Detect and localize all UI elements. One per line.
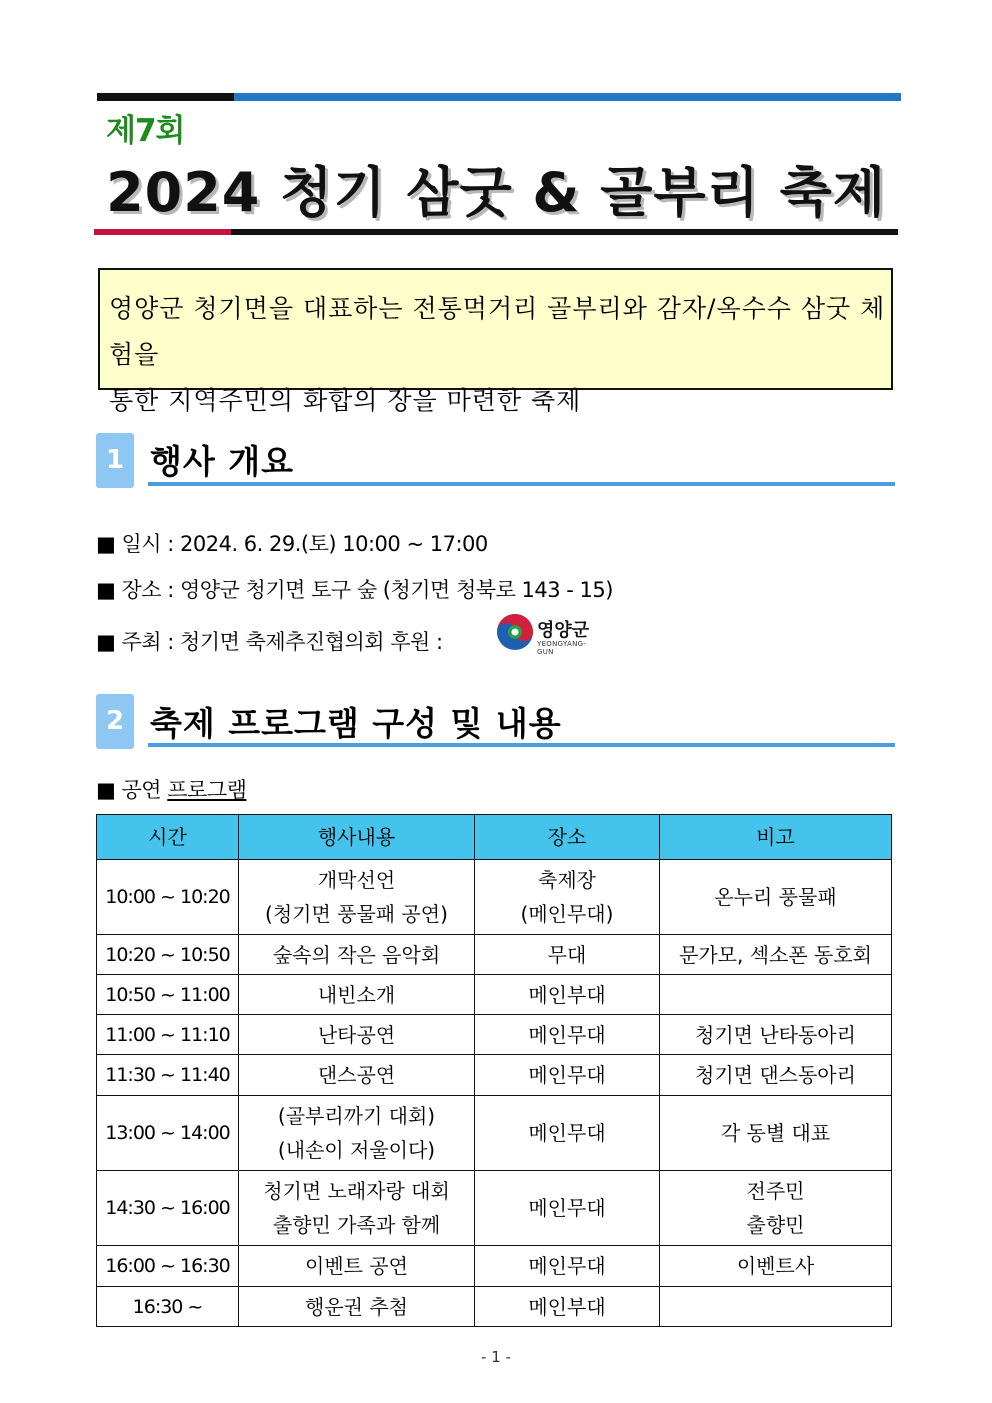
time-cell-line: 10:50 ~ 11:00: [105, 983, 230, 1006]
logo-text: 영양군: [537, 620, 590, 641]
place-cell: [475, 1171, 660, 1246]
time-cell: [97, 1171, 239, 1246]
time-cell: [97, 1287, 239, 1327]
intro-line-1: 영양군 청기면을 대표하는 전통먹거리 골부리와 감자/옥수수 삼굿 체험을: [109, 294, 886, 369]
section-1-underline: [148, 482, 895, 486]
note-cell-line: 청기면 난타동아리: [695, 1022, 856, 1047]
time-cell-line: 11:30 ~ 11:40: [105, 1064, 230, 1086]
event-cell: [239, 860, 475, 935]
note-cell: [660, 1246, 892, 1287]
note-cell: [660, 1015, 892, 1055]
section-1-number-badge: 1: [96, 433, 134, 488]
table-row: [97, 860, 892, 935]
column-header-note: 비고: [660, 815, 892, 860]
note-cell: [660, 935, 892, 975]
event-cell: [239, 935, 475, 975]
event-cell-line: 내빈소개: [317, 982, 396, 1007]
time-cell-line: 10:20 ~ 10:50: [105, 943, 230, 966]
place-cell-line: 메인무대: [528, 1022, 606, 1047]
intro-box: [98, 268, 893, 415]
program-table: [96, 814, 892, 1327]
event-cell: [239, 1287, 475, 1327]
event-date: ■ 일시 : 2024. 6. 29.(토) 10:00 ~ 17:00: [96, 532, 488, 556]
place-cell-line: 메인부대: [528, 1294, 606, 1319]
note-cell: [660, 975, 892, 1015]
event-cell: [239, 1055, 475, 1096]
note-cell-line: 출향민: [746, 1213, 805, 1237]
place-cell-line: 메인무대: [528, 1254, 606, 1278]
column-header-place: 장소: [475, 815, 660, 860]
place-cell-line: 무대: [547, 942, 587, 967]
event-cell: [239, 1096, 475, 1171]
place-cell: [475, 1015, 660, 1055]
place-cell: [475, 860, 660, 935]
document-title: 2024 청기 삼굿 & 골부리 축제: [106, 161, 886, 224]
header-top-bar-black: [97, 93, 234, 101]
intro-text: [109, 286, 889, 424]
table-row: [97, 1287, 892, 1327]
table-row: [97, 1171, 892, 1246]
time-cell: [97, 1015, 239, 1055]
event-cell: [239, 975, 475, 1015]
event-cell-line: (내손이 저울이다): [277, 1138, 436, 1162]
table-row: [97, 935, 892, 975]
table-row: [97, 1015, 892, 1055]
edition-label: 제7회: [106, 113, 185, 149]
place-cell-line: 축제장: [538, 868, 596, 892]
event-cell-line: 댄스공연: [317, 1063, 396, 1087]
note-cell: [660, 1287, 892, 1327]
note-cell-line: 문가모, 섹소폰 동호회: [679, 942, 872, 967]
page-number: - 1 -: [481, 1348, 511, 1366]
intro-line-2: 통한 지역주민의 화합의 장을 마련한 축제: [109, 386, 582, 415]
section-2-title: 축제 프로그램 구성 및 내용: [150, 704, 562, 743]
note-cell: [660, 1096, 892, 1171]
section-1-title: 행사 개요: [150, 442, 295, 481]
place-cell: [475, 1096, 660, 1171]
event-cell-line: 이벤트 공연: [305, 1254, 408, 1278]
time-cell-line: 16:30 ~: [132, 1295, 203, 1318]
note-cell-line: 온누리 풍물패: [714, 885, 837, 909]
time-cell: [97, 935, 239, 975]
event-cell: [239, 1015, 475, 1055]
table-header-row: [97, 815, 892, 860]
place-cell: [475, 1246, 660, 1287]
note-cell-line: 청기면 댄스동아리: [695, 1063, 856, 1087]
table-body: [97, 860, 892, 1327]
place-cell-line: 메인무대: [528, 1063, 606, 1087]
event-cell-line: 개막선언: [317, 868, 396, 892]
event-cell-line: 청기면 노래자랑 대회: [263, 1179, 450, 1203]
event-cell-line: 숲속의 작은 음악회: [272, 942, 441, 967]
time-cell: [97, 975, 239, 1015]
time-cell-line: 13:00 ~ 14:00: [105, 1122, 230, 1144]
column-header-time: 시간: [97, 815, 239, 860]
table-row: [97, 1096, 892, 1171]
note-cell-line: 각 동별 대표: [720, 1121, 831, 1145]
place-cell-line: (메인무대): [520, 902, 614, 926]
place-cell-line: 메인무대: [528, 1196, 606, 1220]
note-cell-line: 전주민: [746, 1179, 805, 1203]
time-cell-line: 10:00 ~ 10:20: [105, 886, 230, 908]
note-cell: [660, 1055, 892, 1096]
table-row: [97, 1055, 892, 1096]
time-cell-line: 16:00 ~ 16:30: [105, 1255, 230, 1277]
time-cell: [97, 1246, 239, 1287]
table-row: [97, 975, 892, 1015]
section-2-underline: [148, 743, 895, 747]
event-cell-line: (골부리까기 대회): [277, 1104, 436, 1128]
time-cell: [97, 860, 239, 935]
event-place: ■ 장소 : 영양군 청기면 토구 숲 (청기면 청북로 143 - 15): [96, 578, 613, 602]
event-cell-line: (청기면 풍물패 공연): [265, 902, 448, 926]
time-cell-line: 14:30 ~ 16:00: [105, 1197, 230, 1219]
time-cell: [97, 1096, 239, 1171]
table-row: [97, 1246, 892, 1287]
event-host: ■ 주최 : 청기면 축제추진협의회 후원 :: [96, 630, 443, 654]
place-cell: [475, 935, 660, 975]
header-bottom-bar-black: [231, 229, 898, 235]
column-header-event: 행사내용: [239, 815, 475, 860]
place-cell: [475, 1287, 660, 1327]
event-cell-line: 출향민 가족과 함께: [272, 1213, 441, 1237]
time-cell-line: 11:00 ~ 11:10: [105, 1023, 230, 1046]
place-cell: [475, 975, 660, 1015]
header-top-bar-blue: [234, 93, 901, 101]
yeongyang-gun-logo: [495, 612, 600, 654]
event-cell: [239, 1246, 475, 1287]
time-cell: [97, 1055, 239, 1096]
program-subheading: [96, 774, 246, 804]
header-bottom-bar-red: [94, 229, 231, 235]
event-cell-line: 난타공연: [317, 1022, 396, 1047]
place-cell-line: 메인무대: [528, 1121, 606, 1145]
event-cell: [239, 1171, 475, 1246]
yeongyang-emblem-icon: [495, 612, 535, 652]
note-cell: [660, 1171, 892, 1246]
program-subheading-text: 프로그램: [167, 778, 247, 802]
place-cell: [475, 1055, 660, 1096]
note-cell: [660, 860, 892, 935]
logo-subtext: YEONGYANG-GUN: [537, 640, 587, 656]
section-2-number-badge: 2: [96, 694, 134, 749]
place-cell-line: 메인부대: [528, 982, 606, 1007]
event-cell-line: 행운권 추첨: [305, 1294, 408, 1319]
note-cell-line: 이벤트사: [736, 1254, 815, 1278]
program-subheading-prefix: ■ 공연: [96, 778, 168, 802]
